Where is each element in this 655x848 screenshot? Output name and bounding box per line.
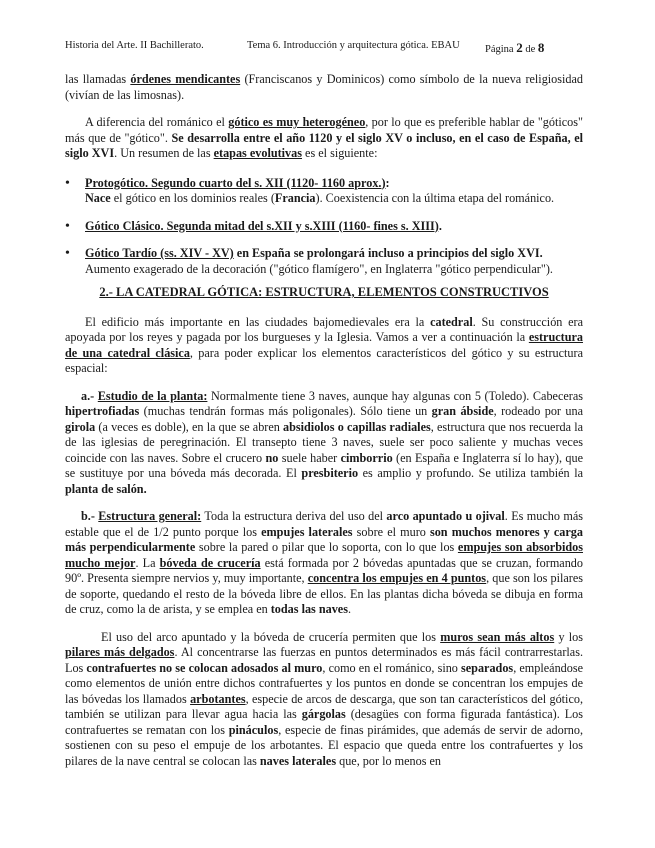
paragraph-intro-end: las llamadas órdenes mendicantes (Franciscanos y Dominicos) como símbolo de la nueva religiosidad (vivían de las limosnas). [65, 72, 583, 102]
list-item-gotico-clasico: • Gótico Clásico. Segunda mitad del s.XII y s.XIII (1160- fines s. XIII). [65, 219, 583, 235]
current-page: 2 [516, 40, 523, 55]
topic-title: Tema 6. Introducción y arquitectura gótica. EBAU [247, 40, 460, 51]
paragraph-buttresses: El uso del arco apuntado y la bóveda de crucería permiten que los muros sean más altos y los pilares más delgados. Al concentrarse las fuerzas en puntos determinados es más fácil contrarrestarlas. Los contrafuertes no se colocan adosados al muro, como en el románico, sino separados, empleándose como elementos de unión entre dichos contrafuertes y los puntos en donde se concentran los empujes de las bóvedas los llamados arbotantes, especie de arcos de descarga, que son tan característicos del gótico, también se utilizan para llevar agua hacia las gárgolas (desagües con forma figurada fantástica). Los contrafuertes se rematan con los pináculos, especie de finas pirámides, que además de servir de adorno, sostienen con su peso el empuje de los arbotantes. El espacio que queda entre los contrafuertes y los pilares de la nave central se colocan las naves laterales que, por lo menos en [65, 629, 583, 768]
section-title: 2.- LA CATEDRAL GÓTICA: ESTRUCTURA, ELEMENTOS CONSTRUCTIVOS [99, 285, 549, 299]
paragraph-general-structure: b.- Estructura general: Toda la estructura deriva del uso del arco apuntado u ojival. Es mucho más estable que el de 1/2 punto porque los empujes laterales sobre el muro son muchos menores y carga más perpendicularmente sobre la pared o pilar que lo soporta, con lo que los empujes son absorbidos mucho mejor. La bóveda de crucería está formada por 2 bóvedas apuntadas que se cruzan, formando 90º. Presenta siempre nervios y, muy importante, concentra los empujes en 4 puntos, que son los pilares de soporte, quedando el resto de la bóveda libre de ellos. En las plantas dicha bóveda se dibuja en forma de cruz, como la de arista, y se emplea en todas las naves. [65, 509, 583, 616]
document-body [65, 72, 583, 769]
total-pages: 8 [537, 40, 545, 55]
page-of: de [525, 44, 536, 55]
paragraph-heterogeneity: A diferencia del románico el gótico es muy heterogéneo, por lo que es preferible hablar de "góticos" más que de "gótico". Se desarrolla entre el año 1120 y el siglo XV o incluso, en el caso de España, el siglo XVI. Un resumen de las etapas evolutivas es el siguiente: [65, 115, 583, 160]
list-item-gotico-tardio: • Gótico Tardío (ss. XIV - XV) en España se prolongará incluso a principios del siglo XVI. Aumento exagerado de la decoración ("gótico flamígero", en Inglaterra "gótico perpendicular"). [65, 246, 583, 277]
stages-list [65, 176, 583, 278]
page-number [485, 40, 544, 56]
paragraph-floor-plan: a.- Estudio de la planta: Normalmente tiene 3 naves, aunque hay algunas con 5 (Toledo). Cabeceras hipertrofiadas (muchas tendrán formas más poligonales). Sólo tiene un gran ábside, rodeado por una girola (a veces es doble), en la que se abren absidiolos o capillas radiales, estructura que nos recuerda la de las iglesias de peregrinación. El transepto tiene 3 naves, suele ser poco saliente y muchas veces coincide con las naves. Sobre el crucero no suele haber cimborrio (en España e Inglaterra sí lo hay), que se sustituye por una bóveda más decorada. El presbiterio es amplio y profundo. Se utiliza también la planta de salón. [65, 388, 583, 496]
list-item-protogotico: • Protogótico. Segundo cuarto del s. XII (1120- 1160 aprox.): Nace el gótico en los dominios reales (Francia). Coexistencia con la última etapa del románico. [65, 176, 583, 207]
page-word: Página [485, 44, 514, 55]
paragraph-cathedral: El edificio más importante en las ciudades bajomedievales era la catedral. Su construcción era apoyada por los reyes y pagada por los burgueses y la Iglesia. Vamos a ver a continuación la estructura de una catedral clásica, para poder explicar los elementos característicos del gótico y su estructura espacial: [65, 314, 583, 375]
course-title: Historia del Arte. II Bachillerato. [65, 40, 204, 51]
